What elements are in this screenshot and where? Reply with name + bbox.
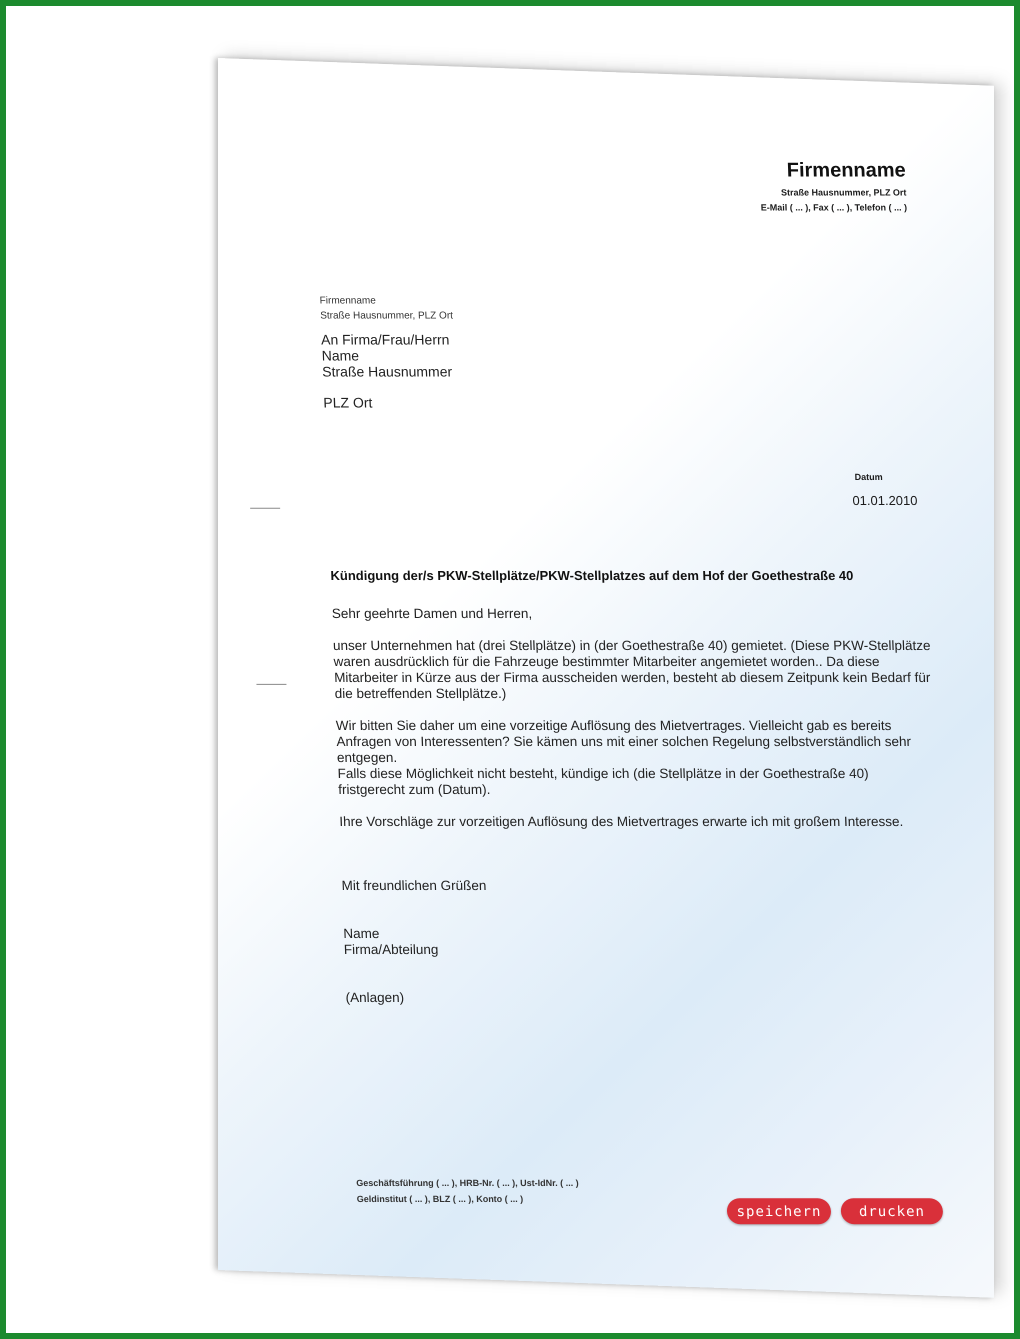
sender-name: Firmenname: [319, 295, 377, 307]
footer-line2: Geldinstitut ( ... ), BLZ ( ... ), Konto ( ... ): [356, 1194, 524, 1205]
date-label: Datum: [854, 471, 883, 482]
save-button[interactable]: speichern: [727, 1198, 832, 1224]
letterhead-contact: E-Mail ( ... ), Fax ( ... ), Telefon ( ... ): [760, 202, 908, 213]
footer-line1: Geschäftsführung ( ... ), HRB-Nr. ( ... ), Ust-IdNr. ( ... ): [356, 1178, 579, 1189]
print-button[interactable]: drucken: [840, 1198, 943, 1224]
paragraph-1: unser Unternehmen hat (drei Stellplätze) in (der Goethestraße 40) gemietet. (Diese PKW-Stellplätze waren ausdrücklich für die Fahrzeuge bestimmter Mitarbeiter angemietet worden.. Da diese Mitarbeiter in Kürze aus der Firma ausscheiden werden, besteht ab diesem Zeitpunk kein Bedarf für die betreffenden Stellplätze.): [332, 637, 931, 701]
attachments: (Anlagen): [345, 990, 405, 1006]
signature-department: Firma/Abteilung: [343, 942, 439, 958]
paragraph-3: Falls diese Möglichkeit nicht besteht, kündige ich (die Stellplätze in der Goethestraße 40) fristgerecht zum (Datum).: [337, 765, 869, 797]
recipient-line1: An Firma/Frau/Herrn: [320, 331, 450, 348]
letterhead-company: Firmenname: [786, 159, 907, 182]
letter-content: [197, 72, 1016, 1285]
letter-subject: Kündigung der/s PKW-Stellplätze/PKW-Stellplatzes auf dem Hof der Goethestraße 40: [330, 567, 854, 583]
recipient-line3: Straße Hausnummer: [321, 363, 453, 380]
recipient-line4: PLZ Ort: [323, 394, 373, 411]
salutation: Sehr geehrte Damen und Herren,: [331, 605, 533, 621]
letterhead-address: Straße Hausnummer, PLZ Ort: [780, 187, 907, 198]
paragraph-4: Ihre Vorschläge zur vorzeitigen Auflösung des Mietvertrages erwarte ich mit großem Interesse.: [339, 813, 904, 829]
signature-name: Name: [343, 926, 380, 942]
paragraph-2: Wir bitten Sie daher um eine vorzeitige Auflösung des Mietvertrages. Vielleicht gab es bereits Anfragen von Interessenten? Sie kämen uns mit einer solchen Regelung selbstverständlich sehr entgegen.: [335, 717, 912, 765]
letter-page: [218, 58, 994, 1298]
fold-mark-top: [250, 508, 280, 509]
date-value: 01.01.2010: [852, 492, 918, 508]
recipient-line2: Name: [321, 347, 360, 364]
sender-address: Straße Hausnummer, PLZ Ort: [320, 310, 454, 322]
closing: Mit freundlichen Grüßen: [341, 878, 487, 894]
fold-mark-middle: [256, 684, 286, 685]
